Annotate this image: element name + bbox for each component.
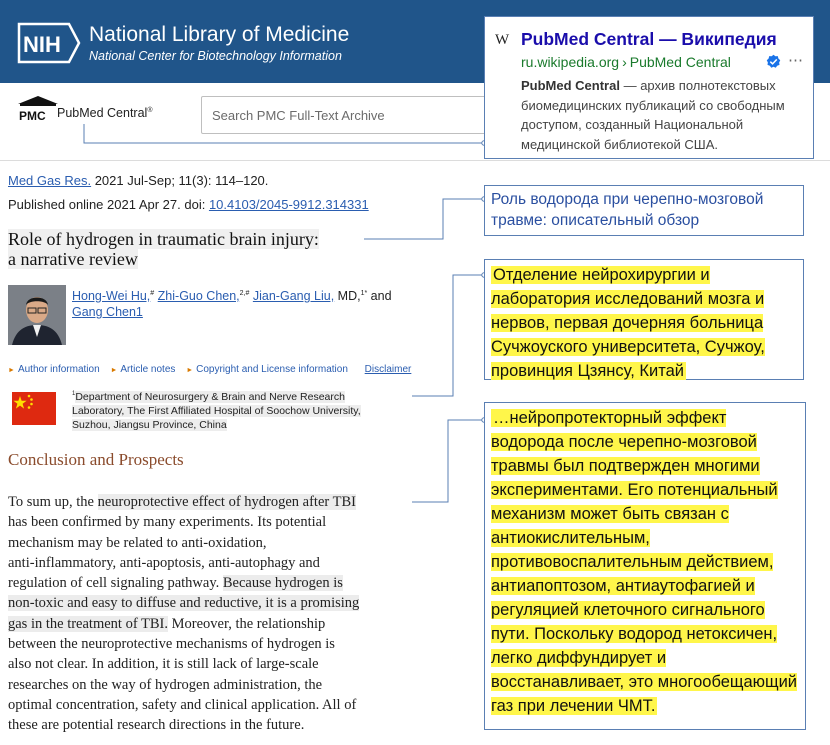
body-text: To sum up, the	[8, 494, 98, 510]
article-title-line2: a narrative review	[8, 249, 138, 269]
citation-issue: 2021 Jul-Sep; 11(3): 114–120.	[91, 173, 269, 188]
published-line	[8, 197, 369, 212]
wikipedia-url[interactable]	[521, 54, 731, 70]
author-sup-2: 2,#	[239, 290, 250, 297]
author-link-4[interactable]: Gang Chen1	[72, 305, 143, 320]
author-photo	[8, 285, 66, 345]
breadcrumb-separator: ›	[622, 54, 627, 70]
search-input[interactable]	[201, 96, 501, 134]
china-flag-icon	[12, 392, 56, 425]
wikipedia-desc-bold: PubMed Central	[521, 78, 620, 93]
pmc-logo-icon[interactable]	[16, 94, 60, 124]
ru-title-text: Роль водорода при черепно-мозговой травме: описательный обзор	[491, 191, 764, 229]
nih-logo-text: NIH	[23, 32, 61, 57]
doi-link[interactable]: 10.4103/2045-9912.314331	[208, 197, 369, 212]
author-list	[72, 286, 432, 320]
article-title-line1: Role of hydrogen in traumatic brain injury:	[8, 229, 319, 249]
copyright-link[interactable]: Copyright and License information	[196, 364, 348, 375]
wikipedia-desc-text: — архив полнотекстовых биомедицинских публикаций со свободным доступом, созданный Национальной медицинской библиотекой США.	[521, 78, 785, 152]
author-sup-1: #	[150, 290, 155, 297]
affiliation-sup: 1	[72, 391, 76, 397]
article-title	[8, 229, 319, 269]
verified-check-icon	[766, 54, 781, 69]
body-line: optimal concentration, safety and clinical application. All of	[8, 696, 357, 713]
section-heading: Conclusion and Prospects	[8, 450, 184, 469]
more-options-icon[interactable]: ⋯	[788, 52, 803, 69]
header-divider	[0, 160, 830, 161]
wikipedia-card	[484, 16, 814, 159]
body-highlight: non-toxic and easy to diffuse and reductive, it is a promising	[8, 595, 360, 612]
body-line: also not clear. In addition, it is still lack of large-scale	[8, 656, 319, 673]
body-text: regulation of cell signaling pathway.	[8, 575, 223, 592]
affiliation	[72, 387, 412, 432]
author-link-3[interactable]: Jian-Gang Liu,	[252, 289, 335, 304]
published-prefix: Published online 2021 Apr 27. doi:	[8, 197, 209, 212]
body-line: anti-inflammatory, anti-apoptosis, anti-autophagy and	[8, 554, 320, 571]
ru-body-text: …нейропротекторный эффект водорода после черепно-мозговой травмы был подтвержден многими экспериментами. Его потенциальный механизм может быть связан с антиокислительным, противовоспалительным действием, антиапоптозом, антиаутофагией и регуляцией клеточного сигнального пути. Поскольку водород нетоксичен, легко диффундирует и восстанавливает, это многообещающий газ при лечении ЧМТ.	[491, 409, 798, 715]
ru-affiliation-text: Отделение нейрохирургии и лаборатория исследований мозга и нервов, первая дочерняя больница Сучжоуского университета, Сучжоу, провинция Цзянсу, Китай	[491, 266, 765, 380]
wikipedia-domain: ru.wikipedia.org	[521, 54, 620, 70]
affiliation-line3: Suzhou, Jiangsu Province, China	[72, 418, 227, 431]
wikipedia-w-icon: W	[495, 32, 510, 48]
pmc-logo-text: PMC	[19, 109, 46, 123]
citation-line	[8, 173, 268, 188]
wikipedia-title-link[interactable]: PubMed Central — Википедия	[521, 29, 777, 49]
ru-title-callout	[484, 185, 804, 236]
author-link-1[interactable]: Hong-Wei Hu,	[72, 289, 151, 304]
author-portrait-icon	[8, 285, 66, 345]
journal-link[interactable]: Med Gas Res.	[8, 173, 92, 188]
triangle-right-icon: ►	[110, 367, 118, 374]
ru-body-callout	[484, 402, 806, 730]
body-text: Moreover, the relationship	[168, 615, 326, 632]
body-highlight: Because hydrogen is	[222, 575, 343, 592]
author-sup-3: 1*	[360, 290, 368, 297]
article-meta-links	[8, 364, 411, 375]
body-line: has been confirmed by many experiments. Its potential	[8, 514, 327, 531]
disclaimer-link[interactable]: Disclaimer	[364, 364, 412, 375]
pmc-reg: ®	[147, 106, 153, 114]
author-and: and	[367, 289, 392, 304]
pmc-name-text: PubMed Central	[57, 106, 148, 120]
body-paragraph	[8, 492, 423, 736]
wikipedia-crumb: PubMed Central	[629, 54, 731, 70]
affiliation-line1: Department of Neurosurgery & Brain and Nerve Research	[75, 390, 345, 403]
body-line: between the neuroprotective mechanisms of hydrogen is	[8, 636, 335, 653]
article-notes-link[interactable]: Article notes	[120, 364, 176, 375]
ru-affiliation-callout	[484, 259, 804, 380]
body-line: mechanism may be related to anti-oxidation,	[8, 534, 267, 551]
nih-title[interactable]: National Library of Medicine	[89, 23, 350, 46]
wikipedia-description	[521, 76, 807, 154]
nih-logo-icon[interactable]	[17, 22, 81, 64]
body-line: researches on the way of hydrogen administration, the	[8, 676, 323, 693]
author-link-2[interactable]: Zhi-Guo Chen,	[157, 289, 240, 304]
triangle-right-icon: ►	[8, 367, 15, 374]
nih-subtitle: National Center for Biotechnology Information	[89, 49, 342, 63]
author-information-link[interactable]: Author information	[17, 364, 100, 375]
body-highlight: neuroprotective effect of hydrogen after TBI	[97, 494, 356, 510]
triangle-right-icon: ►	[186, 367, 194, 374]
pmc-name[interactable]	[57, 106, 153, 120]
body-line: these are potential research directions in the future.	[8, 717, 305, 734]
body-highlight: gas in the treatment of TBI.	[8, 615, 168, 632]
affiliation-line2: Laboratory, The First Affiliated Hospital of Soochow University,	[72, 404, 361, 417]
author-degree: MD,	[334, 289, 361, 304]
